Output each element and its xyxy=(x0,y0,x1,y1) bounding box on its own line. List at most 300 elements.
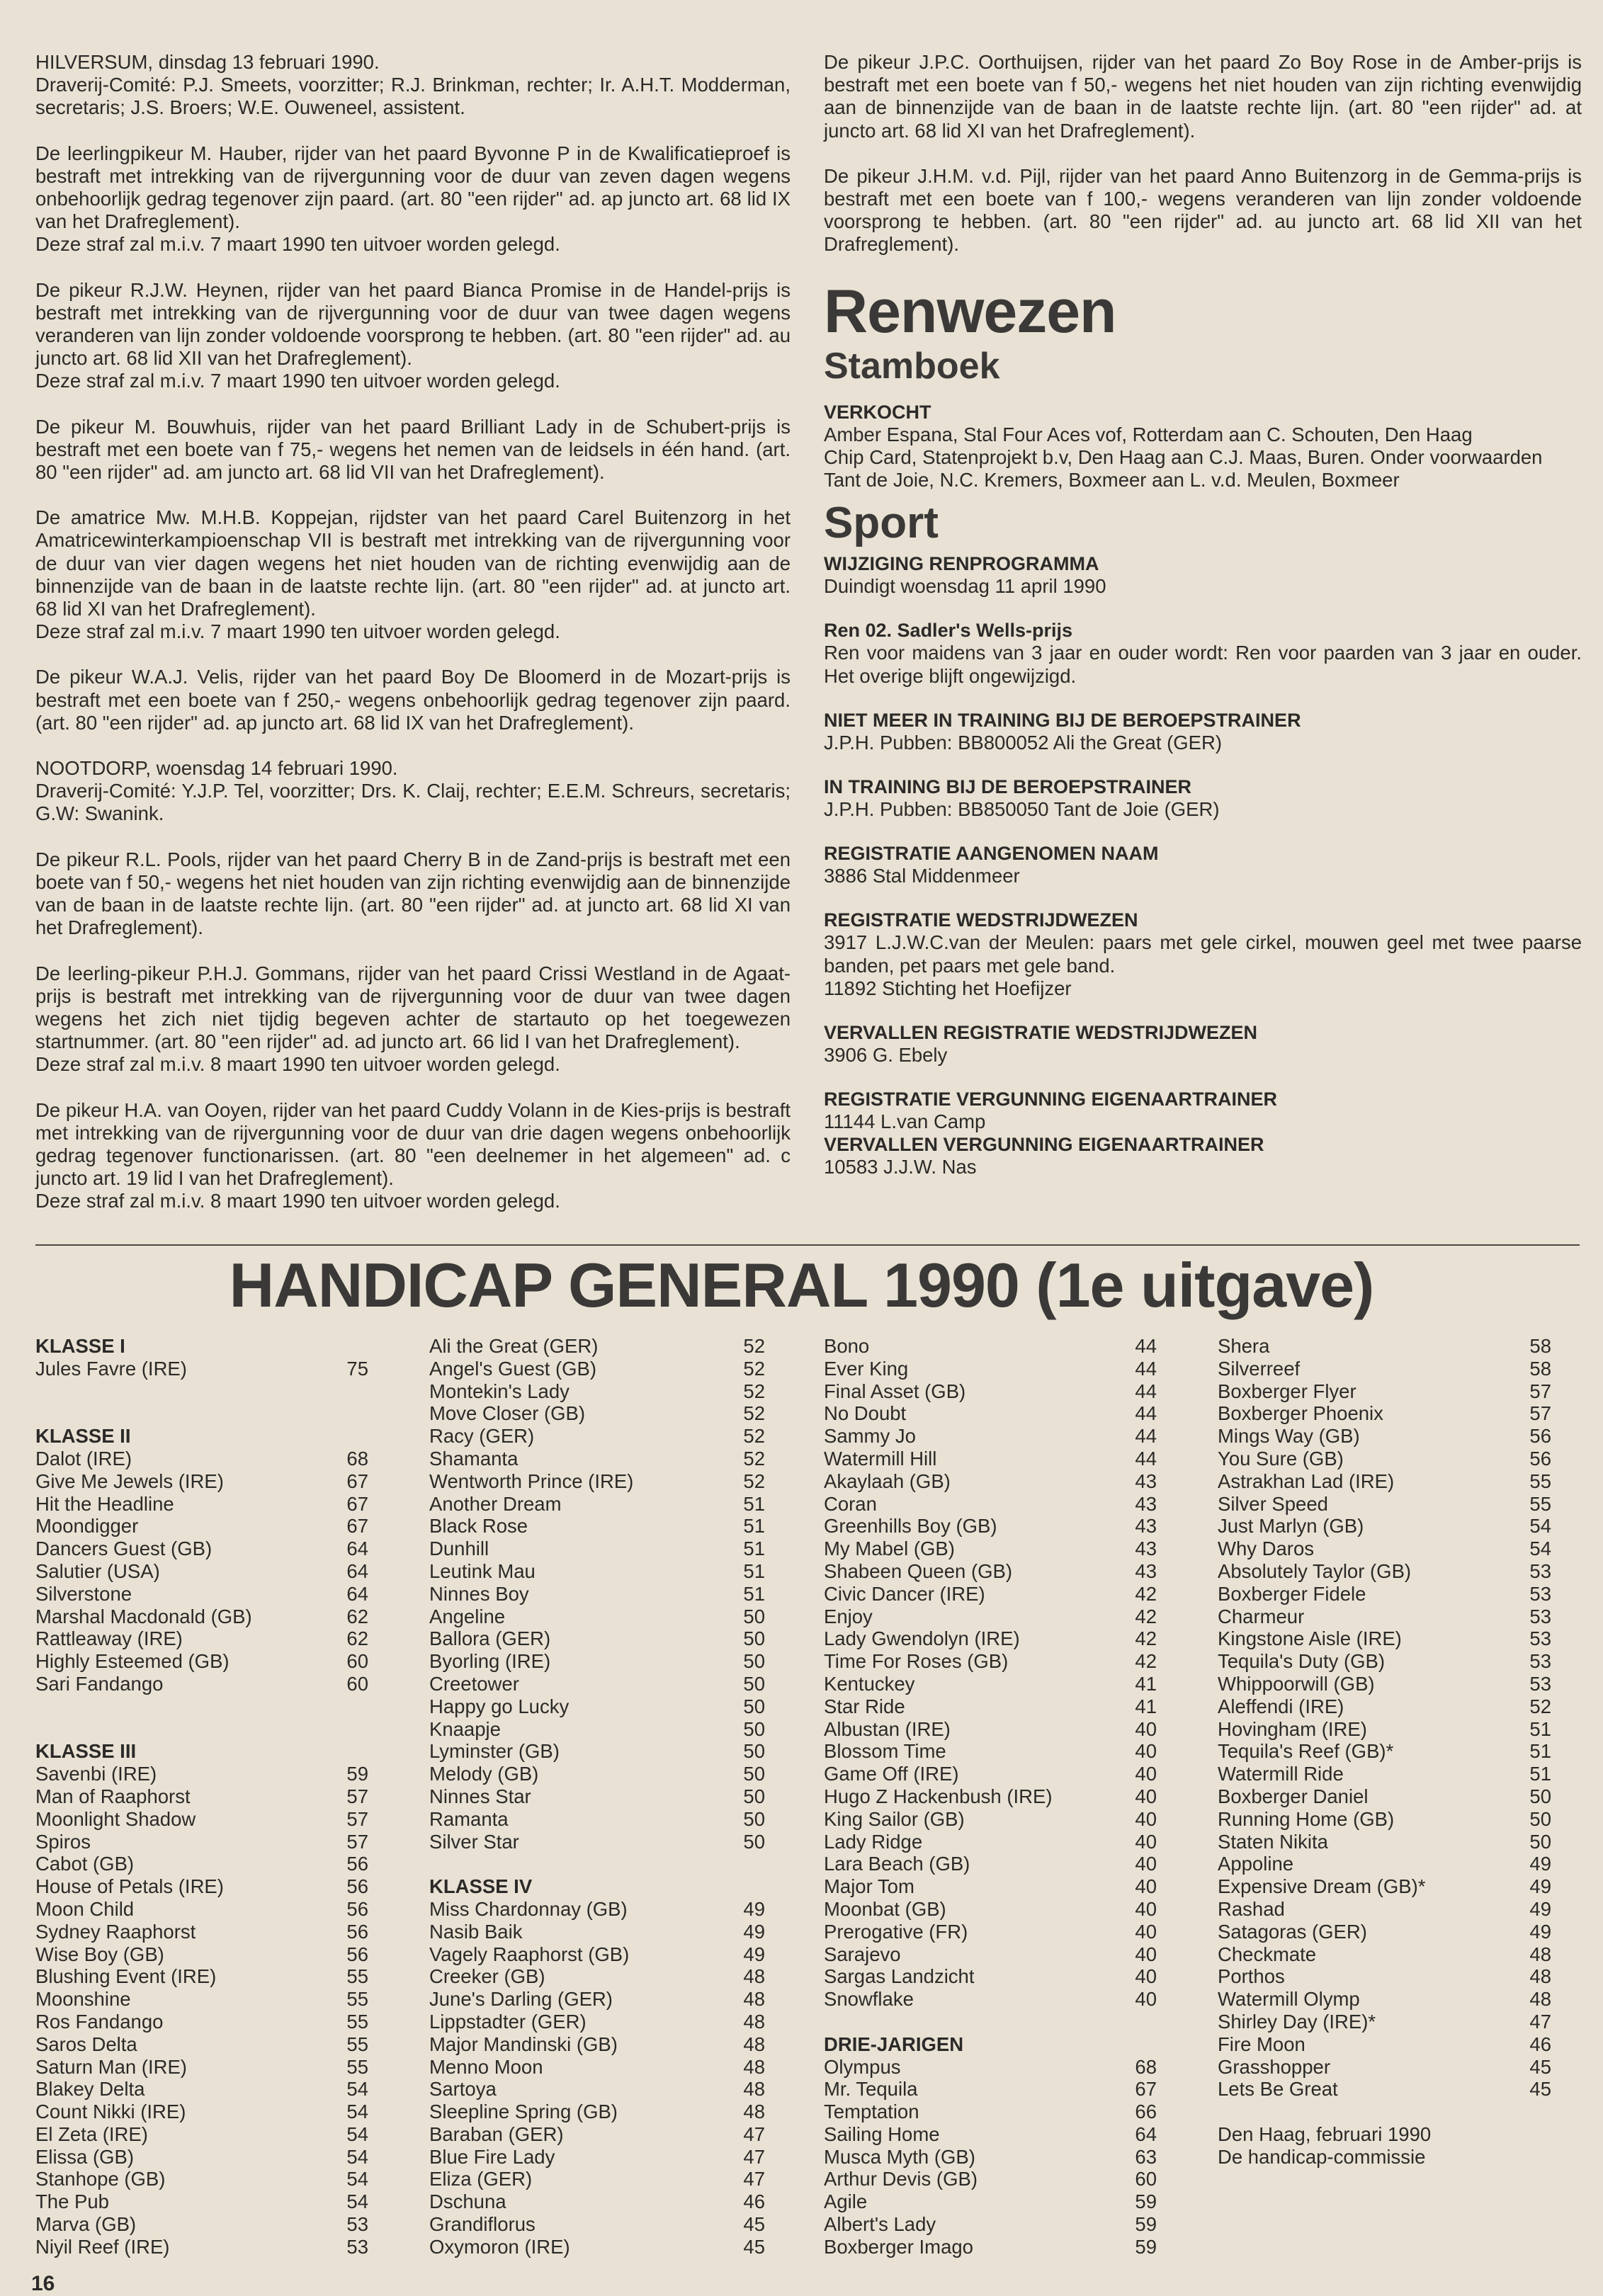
handicap-weight: 68 xyxy=(1135,2055,1157,2078)
horse-name: Creetower xyxy=(429,1672,519,1695)
handicap-entry xyxy=(35,2078,368,2101)
horse-name: Lets Be Great xyxy=(1218,2078,1338,2101)
handicap-entry xyxy=(824,2123,1157,2146)
horse-name: Absolutely Taylor (GB) xyxy=(1218,1559,1412,1582)
handicap-weight: 45 xyxy=(743,2235,765,2258)
spacer xyxy=(35,1695,368,1718)
horse-name: Jules Favre (IRE) xyxy=(35,1357,187,1380)
handicap-weight: 48 xyxy=(743,1988,765,2011)
paragraph: De pikeur H.A. van Ooyen, rijder van het paard Cuddy Volann in de Kies-prijs is bestraft met intrekking van de rijvergunning voor de duur van drie dagen wegens onbehoorlijk gedrag tegenover functionarissen. (art. 80 "een deelnemer in het algemeen" ad. c juncto art. 19 lid I van het Drafreglement). Deze straf zal m.i.v. 8 maart 1990 ten uitvoer worden gelegd. xyxy=(35,1098,791,1212)
handicap-weight: 51 xyxy=(1529,1717,1551,1740)
horse-name: Saros Delta xyxy=(35,2033,137,2055)
horse-name: Stanhope (GB) xyxy=(35,2168,166,2190)
horse-name: Shabeen Queen (GB) xyxy=(824,1559,1013,1582)
horse-name: Sarajevo xyxy=(824,1943,901,1965)
horse-name: Sargas Landzicht xyxy=(824,1965,975,1988)
horse-name: Ninnes Star xyxy=(429,1785,531,1807)
handicap-entry xyxy=(824,1583,1157,1606)
horse-name: Spiros xyxy=(35,1830,91,1853)
handicap-weight: 50 xyxy=(743,1740,765,1763)
handicap-weight: 47 xyxy=(1529,2010,1551,2033)
handicap-entry xyxy=(1218,1875,1551,1898)
handicap-weight: 54 xyxy=(346,2101,368,2123)
handicap-entry xyxy=(824,1335,1157,1358)
tuchtrecht-column-right xyxy=(824,51,1582,256)
handicap-weight: 40 xyxy=(1135,1830,1157,1853)
handicap-weight: 64 xyxy=(346,1559,368,1582)
handicap-entry xyxy=(1218,1943,1551,1966)
handicap-entry xyxy=(429,2190,765,2213)
handicap-weight: 42 xyxy=(1135,1582,1157,1605)
horse-name: Moonlight Shadow xyxy=(35,1807,196,1830)
handicap-entry xyxy=(35,2056,368,2079)
handicap-entry xyxy=(429,2123,765,2146)
handicap-weight: 49 xyxy=(1529,1920,1551,1943)
horse-name: Ninnes Boy xyxy=(429,1582,529,1605)
handicap-entry xyxy=(35,1898,368,1921)
handicap-entry xyxy=(1218,1740,1551,1763)
horse-name: The Pub xyxy=(35,2190,109,2213)
handicap-column-2 xyxy=(429,1335,765,2258)
handicap-weight: 48 xyxy=(743,2033,765,2055)
handicap-weight: 55 xyxy=(1529,1492,1551,1515)
horse-name: Dancers Guest (GB) xyxy=(35,1538,213,1560)
handicap-entry xyxy=(824,2190,1157,2213)
handicap-weight: 40 xyxy=(1135,1988,1157,2011)
handicap-weight: 42 xyxy=(1135,1627,1157,1650)
horse-name: Savenbi (IRE) xyxy=(35,1763,157,1785)
horse-name: Give Me Jewels (IRE) xyxy=(35,1470,224,1492)
in-training-text: J.P.H. Pubben: BB850050 Tant de Joie (GER) xyxy=(824,798,1220,821)
horse-name: Menno Moon xyxy=(429,2055,543,2078)
horse-name: Temptation xyxy=(824,2101,919,2123)
handicap-weight: 56 xyxy=(1529,1447,1551,1470)
horse-name: Moon Child xyxy=(35,1897,135,1920)
handicap-weight: 42 xyxy=(1135,1605,1157,1627)
horse-name: Baraban (GER) xyxy=(429,2122,564,2145)
horse-name: Sleepline Spring (GB) xyxy=(429,2101,618,2123)
klasse-heading: KLASSE IV xyxy=(429,1875,533,1898)
horse-name: Staten Nikita xyxy=(1218,1830,1328,1853)
horse-name: Lady Gwendolyn (IRE) xyxy=(824,1627,1020,1650)
horse-name: Blushing Event (IRE) xyxy=(35,1965,217,1988)
handicap-entry xyxy=(1218,1988,1551,2011)
horse-name: Highly Esteemed (GB) xyxy=(35,1650,230,1673)
handicap-entry xyxy=(35,1448,368,1470)
horse-name: Creeker (GB) xyxy=(429,1965,545,1988)
horse-name: Checkmate xyxy=(1218,1943,1317,1965)
handicap-weight: 49 xyxy=(1529,1853,1551,1875)
reg-naam-section xyxy=(824,842,1582,887)
handicap-entry xyxy=(35,1965,368,1988)
handicap-entry xyxy=(824,1965,1157,1988)
horse-name: Moonshine xyxy=(35,1988,131,2011)
handicap-entry xyxy=(824,1785,1157,1808)
horse-name: El Zeta (IRE) xyxy=(35,2122,148,2145)
handicap-weight: 44 xyxy=(1135,1380,1157,1402)
paragraph: De pikeur J.P.C. Oorthuijsen, rijder van het paard Zo Boy Rose in de Amber-prijs is bestraft met een boete van f 50,- wegens het niet houden van zijn richting evenwijdig aan de binnenzijde van de baan in de laatste rechte lijn. (art. 80 "een rijder" ad. at juncto art. 68 lid XI van het Drafreglement). xyxy=(824,51,1582,142)
handicap-weight: 41 xyxy=(1135,1695,1157,1717)
handicap-entry xyxy=(429,1583,765,1606)
handicap-weight: 50 xyxy=(743,1605,765,1627)
handicap-weight: 48 xyxy=(1529,1988,1551,2011)
handicap-entry xyxy=(1218,1606,1551,1628)
niet-meer-heading: NIET MEER IN TRAINING BIJ DE BEROEPSTRAINER xyxy=(824,709,1301,731)
handicap-weight: 52 xyxy=(1529,1695,1551,1717)
horse-name: Silver Star xyxy=(429,1830,519,1853)
handicap-entry xyxy=(429,2011,765,2033)
handicap-entry xyxy=(824,1695,1157,1718)
handicap-entry xyxy=(824,1673,1157,1695)
handicap-entry xyxy=(824,2168,1157,2190)
horse-name: Boxberger Fidele xyxy=(1218,1582,1366,1605)
handicap-entry xyxy=(1218,1673,1551,1695)
handicap-weight: 60 xyxy=(1135,2168,1157,2190)
handicap-weight: 52 xyxy=(743,1470,765,1492)
handicap-weight: 57 xyxy=(346,1785,368,1807)
handicap-entry xyxy=(429,1921,765,1943)
handicap-entry xyxy=(35,2236,368,2258)
handicap-entry xyxy=(429,1988,765,2011)
horse-name: Silverstone xyxy=(35,1582,132,1605)
klasse-heading: KLASSE III xyxy=(35,1740,137,1763)
handicap-weight: 48 xyxy=(1529,1965,1551,1988)
spacer xyxy=(824,2011,1157,2033)
horse-name: Ali the Great (GER) xyxy=(429,1335,599,1357)
horse-name: Akaylaah (GB) xyxy=(824,1470,951,1492)
handicap-weight: 62 xyxy=(346,1627,368,1650)
handicap-entry xyxy=(429,1335,765,1358)
handicap-weight: 40 xyxy=(1135,1740,1157,1763)
handicap-entry xyxy=(1218,1718,1551,1741)
handicap-weight: 53 xyxy=(1529,1650,1551,1673)
handicap-weight: 48 xyxy=(743,1965,765,1988)
handicap-weight: 59 xyxy=(1135,2213,1157,2236)
horse-name: Knaapje xyxy=(429,1717,501,1740)
vergunning-section xyxy=(824,1088,1582,1178)
horse-name: Coran xyxy=(824,1492,877,1515)
horse-name: Grasshopper xyxy=(1218,2055,1330,2078)
horse-name: Another Dream xyxy=(429,1492,562,1515)
horse-name: Grandiflorus xyxy=(429,2213,536,2236)
handicap-entry xyxy=(35,1560,368,1583)
handicap-entry xyxy=(1218,1831,1551,1853)
handicap-weight: 40 xyxy=(1135,1943,1157,1965)
handicap-entry xyxy=(35,1627,368,1650)
handicap-weight: 44 xyxy=(1135,1447,1157,1470)
handicap-weight: 67 xyxy=(346,1470,368,1492)
handicap-entry xyxy=(35,2011,368,2033)
paragraph: HILVERSUM, dinsdag 13 februari 1990. Draverij-Comité: P.J. Smeets, voorzitter; R.J. Brinkman, rechter; Ir. A.H.T. Modderman, secretaris; J.S. Broers; W.E. Ouweneel, assistent. xyxy=(35,51,791,119)
handicap-entry xyxy=(35,2168,368,2190)
handicap-weight: 67 xyxy=(346,1515,368,1538)
horse-name: Moondigger xyxy=(35,1515,139,1538)
paragraph: De amatrice Mw. M.H.B. Koppejan, rijdster van het paard Carel Buitenzorg in het Amatricewinterkampioenschap VII is bestraft met intrekking van de rijvergunning voor de duur van vier dagen wegens het niet houden van de richting evenwijdig aan de binnenzijde van de baan in de laatste rechte lijn. (art. 80 "een rijder" ad. at juncto art. 68 lid XI van het Drafreglement). Deze straf zal m.i.v. 7 maart 1990 ten uitvoer worden gelegd. xyxy=(35,506,791,643)
handicap-weight: 63 xyxy=(1135,2145,1157,2168)
horse-name: Dschuna xyxy=(429,2190,506,2213)
handicap-entry xyxy=(35,2213,368,2236)
horse-name: Sydney Raaphorst xyxy=(35,1920,196,1943)
verv-wedstrijd-section xyxy=(824,1021,1582,1067)
handicap-weight: 49 xyxy=(743,1897,765,1920)
horse-name: Prerogative (FR) xyxy=(824,1920,968,1943)
renwezen-heading: Renwezen xyxy=(824,277,1116,346)
wijziging-text: Duindigt woensdag 11 april 1990 xyxy=(824,575,1106,598)
paragraph: De pikeur W.A.J. Velis, rijder van het paard Boy De Bloomerd in de Mozart-prijs is bestraft met een boete van f 250,- wegens onbehoorlijk gedrag tegenover zijn paard. (art. 80 "een rijder" ad. ap juncto art. 68 lid IX van het Drafreglement). xyxy=(35,666,791,734)
handicap-entry xyxy=(1218,2011,1551,2033)
horse-name: Mings Way (GB) xyxy=(1218,1425,1360,1448)
handicap-entry xyxy=(1218,1335,1551,1358)
niet-meer-text: J.P.H. Pubben: BB800052 Ali the Great (GER) xyxy=(824,731,1223,754)
ren-heading: Ren 02. Sadler's Wells-prijs xyxy=(824,620,1073,642)
handicap-weight: 68 xyxy=(346,1447,368,1470)
handicap-weight: 53 xyxy=(346,2235,368,2258)
handicap-weight: 54 xyxy=(1529,1538,1551,1560)
handicap-weight: 57 xyxy=(346,1830,368,1853)
handicap-weight: 48 xyxy=(743,2101,765,2123)
horse-name: Boxberger Flyer xyxy=(1218,1380,1356,1402)
handicap-weight: 47 xyxy=(743,2168,765,2190)
handicap-entry xyxy=(35,1470,368,1493)
handicap-weight: 46 xyxy=(1529,2033,1551,2055)
handicap-entry xyxy=(1218,1808,1551,1831)
horse-name: King Sailor (GB) xyxy=(824,1807,965,1830)
handicap-weight: 50 xyxy=(743,1695,765,1717)
handicap-weight: 59 xyxy=(1135,2235,1157,2258)
handicap-column-4 xyxy=(1218,1335,1551,2168)
handicap-entry xyxy=(429,1358,765,1380)
handicap-entry xyxy=(1218,1493,1551,1516)
handicap-entry xyxy=(824,1425,1157,1448)
handicap-weight: 55 xyxy=(346,1988,368,2011)
handicap-weight: 53 xyxy=(346,2213,368,2236)
handicap-entry xyxy=(429,1785,765,1808)
handicap-weight: 55 xyxy=(346,1965,368,1988)
handicap-column-3 xyxy=(824,1335,1157,2258)
horse-name: Ros Fandango xyxy=(35,2010,164,2033)
handicap-entry xyxy=(35,2146,368,2169)
handicap-entry xyxy=(429,1402,765,1425)
handicap-entry xyxy=(824,2078,1157,2101)
horse-name: Happy go Lucky xyxy=(429,1695,570,1717)
handicap-weight: 50 xyxy=(743,1830,765,1853)
handicap-weight: 56 xyxy=(346,1853,368,1875)
handicap-entry xyxy=(1218,1448,1551,1470)
handicap-weight: 67 xyxy=(1135,2078,1157,2101)
horse-name: Move Closer (GB) xyxy=(429,1402,586,1425)
spacer xyxy=(35,1718,368,1741)
handicap-entry xyxy=(824,1515,1157,1538)
horse-name: Charmeur xyxy=(1218,1605,1305,1627)
verkocht-heading: VERKOCHT xyxy=(824,401,931,423)
handicap-weight: 52 xyxy=(743,1335,765,1357)
handicap-weight: 51 xyxy=(743,1582,765,1605)
handicap-weight: 52 xyxy=(743,1447,765,1470)
horse-name: Count Nikki (IRE) xyxy=(35,2101,186,2123)
handicap-weight: 55 xyxy=(346,2033,368,2055)
horse-name: Elissa (GB) xyxy=(35,2145,135,2168)
handicap-entry xyxy=(35,1921,368,1943)
handicap-entry xyxy=(35,2033,368,2056)
handicap-entry xyxy=(1218,1898,1551,1921)
horse-name: Leutink Mau xyxy=(429,1559,536,1582)
horse-name: Porthos xyxy=(1218,1965,1285,1988)
horse-name: Watermill Olymp xyxy=(1218,1988,1360,2011)
handicap-weight: 52 xyxy=(743,1380,765,1402)
handicap-weight: 50 xyxy=(743,1650,765,1673)
horse-name: Hovingham (IRE) xyxy=(1218,1717,1367,1740)
paragraph: De pikeur M. Bouwhuis, rijder van het paard Brilliant Lady in de Schubert-prijs is bestraft met een boete van f 75,- wegens het nemen van de leidsels in één hand. (art. 80 "een rijder" ad. am juncto art. 68 lid VII van het Drafreglement). xyxy=(35,415,791,484)
handicap-entry xyxy=(824,1943,1157,1966)
horse-name: Watermill Ride xyxy=(1218,1763,1344,1785)
handicap-weight: 50 xyxy=(743,1717,765,1740)
handicap-entry xyxy=(35,1808,368,1831)
handicap-column-1 xyxy=(35,1335,368,2258)
verkocht-text: Amber Espana, Stal Four Aces vof, Rotterdam aan C. Schouten, Den Haag Chip Card, Statenprojekt b.v, Den Haag aan C.J. Maas, Buren. Onder voorwaarden Tant de Joie, N.C. Kremers, Boxmeer aan L. v.d. Meulen, Boxmeer xyxy=(824,423,1543,491)
handicap-entry xyxy=(824,2236,1157,2258)
handicap-entry xyxy=(429,1898,765,1921)
horse-name: Aleffendi (IRE) xyxy=(1218,1695,1344,1717)
horse-name: Albert's Lady xyxy=(824,2213,936,2236)
horse-name: Civic Dancer (IRE) xyxy=(824,1582,985,1605)
horse-name: Tequila's Duty (GB) xyxy=(1218,1650,1386,1673)
horse-name: Angeline xyxy=(429,1605,506,1627)
handicap-weight: 50 xyxy=(743,1785,765,1807)
horse-name: Oxymoron (IRE) xyxy=(429,2235,570,2258)
horse-name: Cabot (GB) xyxy=(35,1853,135,1875)
handicap-entry xyxy=(1218,1627,1551,1650)
handicap-entry xyxy=(824,1740,1157,1763)
handicap-entry xyxy=(824,1831,1157,1853)
handicap-entry xyxy=(1218,1425,1551,1448)
handicap-entry xyxy=(824,2213,1157,2236)
handicap-entry xyxy=(429,1425,765,1448)
spacer xyxy=(35,1402,368,1425)
horse-name: Boxberger Phoenix xyxy=(1218,1402,1383,1425)
handicap-entry xyxy=(824,1493,1157,1516)
handicap-entry xyxy=(1218,1763,1551,1785)
stamboek-heading: Stamboek xyxy=(824,345,1000,387)
klasse-heading: DRIE-JARIGEN xyxy=(824,2033,964,2055)
horse-name: Eliza (GER) xyxy=(429,2168,533,2190)
handicap-weight: 47 xyxy=(743,2145,765,2168)
handicap-entry xyxy=(429,1606,765,1628)
handicap-entry xyxy=(1218,1785,1551,1808)
handicap-entry xyxy=(1218,1965,1551,1988)
handicap-entry xyxy=(1218,1650,1551,1673)
handicap-entry xyxy=(1218,2078,1551,2101)
handicap-entry xyxy=(824,1921,1157,1943)
handicap-weight: 48 xyxy=(743,2010,765,2033)
horse-name: Salutier (USA) xyxy=(35,1559,160,1582)
horse-name: Hit the Headline xyxy=(35,1492,174,1515)
handicap-weight: 55 xyxy=(346,2010,368,2033)
horse-name: Angel's Guest (GB) xyxy=(429,1357,597,1380)
horse-name: My Mabel (GB) xyxy=(824,1538,955,1560)
handicap-entry xyxy=(35,1673,368,1695)
horse-name: Satagoras (GER) xyxy=(1218,1920,1367,1943)
paragraph: NOOTDORP, woensdag 14 februari 1990. Draverij-Comité: Y.J.P. Tel, voorzitter; Drs. K. Claij, rechter; E.E.M. Schreurs, secretaris; G.W: Swanink. xyxy=(35,757,791,825)
handicap-entry xyxy=(824,1380,1157,1403)
handicap-entry xyxy=(429,2056,765,2079)
handicap-weight: 44 xyxy=(1135,1357,1157,1380)
handicap-weight: 64 xyxy=(346,1582,368,1605)
handicap-entry xyxy=(824,1470,1157,1493)
handicap-entry xyxy=(35,1988,368,2011)
horse-name: Dalot (IRE) xyxy=(35,1447,132,1470)
handicap-entry xyxy=(35,1515,368,1538)
spacer xyxy=(429,1853,765,1875)
horse-name: Fire Moon xyxy=(1218,2033,1305,2055)
horse-name: Ever King xyxy=(824,1357,909,1380)
handicap-weight: 64 xyxy=(346,1538,368,1560)
horse-name: Lara Beach (GB) xyxy=(824,1853,970,1875)
handicap-entry xyxy=(35,1493,368,1516)
horse-name: Man of Raaphorst xyxy=(35,1785,191,1807)
handicap-weight: 46 xyxy=(743,2190,765,2213)
handicap-weight: 56 xyxy=(346,1875,368,1898)
handicap-weight: 55 xyxy=(1529,1470,1551,1492)
horse-name: Nasib Baik xyxy=(429,1920,523,1943)
handicap-weight: 43 xyxy=(1135,1515,1157,1538)
signature-note: De handicap-commissie xyxy=(1218,2145,1426,2168)
handicap-weight: 41 xyxy=(1135,1672,1157,1695)
reg-wedstrijd-section xyxy=(824,909,1582,1000)
handicap-weight: 56 xyxy=(1529,1425,1551,1448)
horse-name: Black Rose xyxy=(429,1515,528,1538)
handicap-entry xyxy=(429,1831,765,1853)
handicap-entry xyxy=(429,2101,765,2123)
handicap-weight: 49 xyxy=(743,1920,765,1943)
horse-name: Albustan (IRE) xyxy=(824,1717,951,1740)
horse-name: Rashad xyxy=(1218,1897,1285,1920)
handicap-weight: 40 xyxy=(1135,1965,1157,1988)
handicap-entry xyxy=(35,1606,368,1628)
handicap-weight: 51 xyxy=(743,1559,765,1582)
horse-name: Appoline xyxy=(1218,1853,1294,1875)
handicap-entry xyxy=(1218,1583,1551,1606)
handicap-weight: 42 xyxy=(1135,1650,1157,1673)
handicap-entry xyxy=(824,1763,1157,1785)
handicap-weight: 66 xyxy=(1135,2101,1157,2123)
handicap-entry xyxy=(824,1538,1157,1560)
horse-name: Game Off (IRE) xyxy=(824,1763,959,1785)
ren-section xyxy=(824,619,1582,687)
handicap-entry xyxy=(429,1560,765,1583)
horse-name: Ballora (GER) xyxy=(429,1627,551,1650)
handicap-weight: 53 xyxy=(1529,1627,1551,1650)
handicap-weight: 62 xyxy=(346,1605,368,1627)
handicap-entry xyxy=(429,1943,765,1966)
handicap-weight: 55 xyxy=(346,2055,368,2078)
handicap-entry xyxy=(429,2236,765,2258)
handicap-entry xyxy=(1218,1380,1551,1403)
signature-note: Den Haag, februari 1990 xyxy=(1218,2122,1432,2145)
handicap-weight: 40 xyxy=(1135,1875,1157,1898)
handicap-entry xyxy=(824,1358,1157,1380)
handicap-weight: 50 xyxy=(1529,1807,1551,1830)
horse-name: Just Marlyn (GB) xyxy=(1218,1515,1364,1538)
handicap-weight: 49 xyxy=(743,1943,765,1965)
horse-name: House of Petals (IRE) xyxy=(35,1875,224,1898)
handicap-weight: 51 xyxy=(743,1515,765,1538)
handicap-entry xyxy=(429,1515,765,1538)
horse-name: Whippoorwill (GB) xyxy=(1218,1672,1375,1695)
horse-name: Blakey Delta xyxy=(35,2078,145,2101)
handicap-entry xyxy=(429,2213,765,2236)
horse-name: Melody (GB) xyxy=(429,1763,539,1785)
handicap-entry xyxy=(35,2101,368,2123)
